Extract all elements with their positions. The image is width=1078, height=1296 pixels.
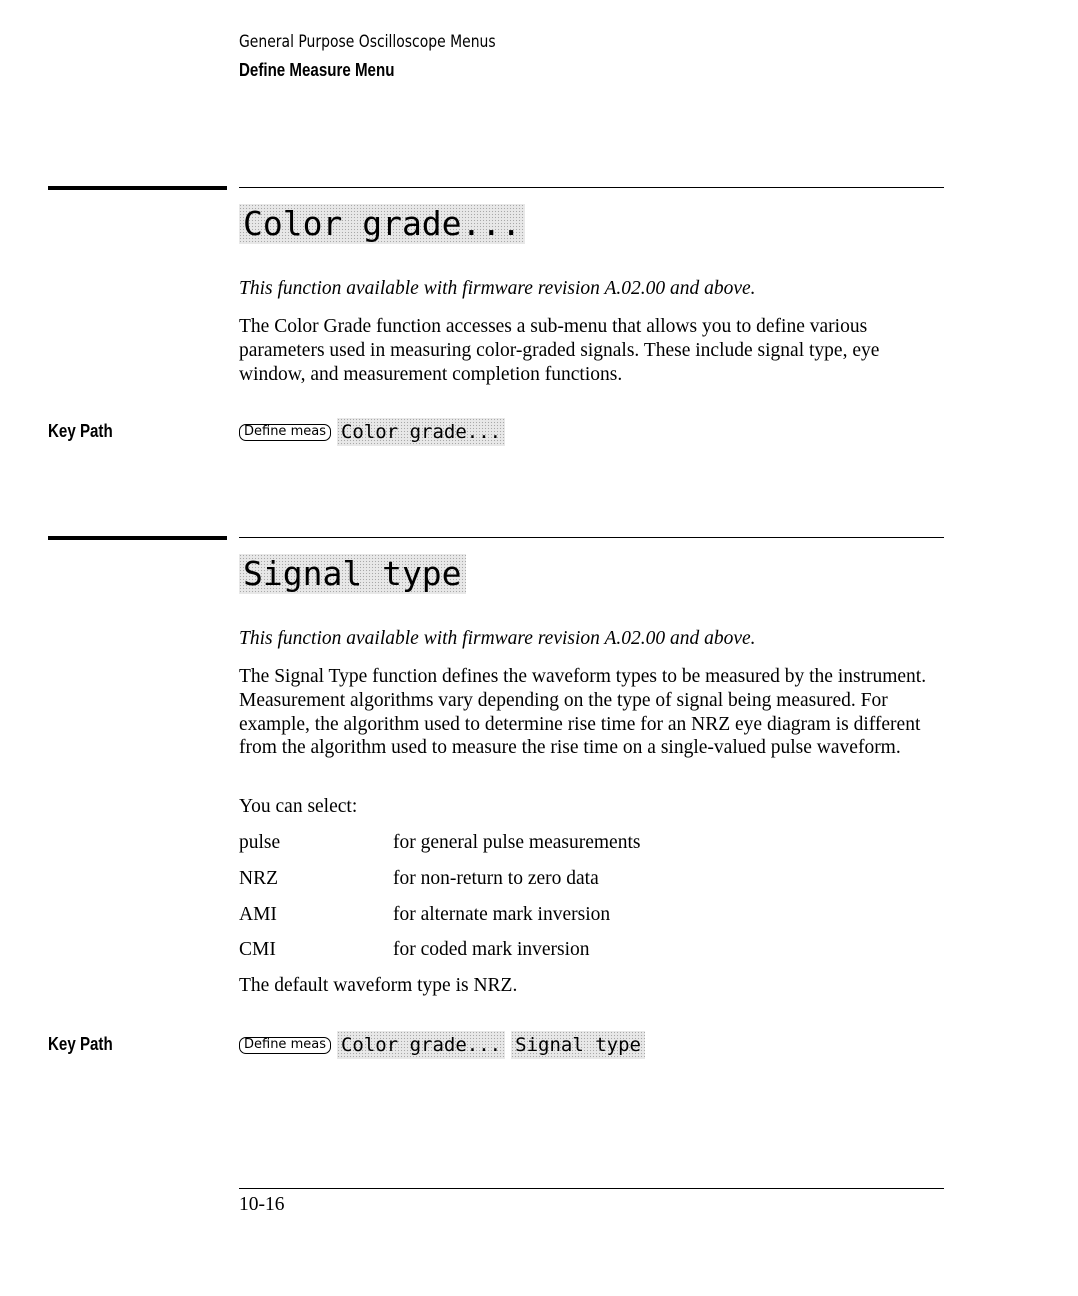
firmware-note: This function available with firmware revision A.02.00 and above.: [239, 278, 756, 299]
key-path-label: Key Path: [48, 1034, 113, 1054]
color-grade-softkey: Color grade...: [337, 418, 505, 446]
option-term-cmi: CMI: [239, 939, 276, 960]
running-header-section: Define Measure Menu: [239, 60, 395, 80]
signal-type-softkey: Signal type: [511, 1031, 645, 1059]
default-note: The default waveform type is NRZ.: [239, 975, 518, 996]
footer-rule: [239, 1188, 944, 1189]
section-divider-thin: [239, 537, 944, 538]
firmware-note: This function available with firmware revision A.02.00 and above.: [239, 628, 756, 649]
section-description: The Signal Type function defines the waveform types to be measured by the instrument. Measurement algorithms vary depending on the type of signal being measured. For example, the algorithm used to determine rise time for an NRZ eye diagram is different from the algorithm used to measure the rise time on a single-valued pulse waveform.: [239, 666, 927, 759]
page-number: 10-16: [239, 1194, 285, 1215]
option-desc-cmi: for coded mark inversion: [393, 939, 590, 960]
option-term-nrz: NRZ: [239, 868, 278, 889]
option-desc-nrz: for non-return to zero data: [393, 868, 599, 889]
key-path: [239, 418, 505, 446]
select-intro: You can select:: [239, 796, 358, 817]
section-description: The Color Grade function accesses a sub-menu that allows you to define various parameters used in measuring color-graded signals. These include signal type, eye window, and measurement completion functions.: [239, 316, 880, 385]
key-path: [239, 1031, 645, 1059]
running-header-chapter: General Purpose Oscilloscope Menus: [239, 32, 496, 52]
section-divider-thin: [239, 187, 944, 188]
option-term-pulse: pulse: [239, 832, 281, 853]
section-divider-thick: [48, 186, 227, 190]
option-desc-ami: for alternate mark inversion: [393, 904, 611, 925]
option-term-ami: AMI: [239, 904, 277, 925]
define-meas-hardkey: Define meas: [239, 1037, 331, 1054]
section-divider-thick: [48, 536, 227, 540]
section-title-signal-type: Signal type: [239, 554, 466, 594]
option-desc-pulse: for general pulse measurements: [393, 832, 641, 853]
define-meas-hardkey: Define meas: [239, 424, 331, 441]
section-title-color-grade: Color grade...: [239, 204, 525, 244]
color-grade-softkey: Color grade...: [337, 1031, 505, 1059]
key-path-label: Key Path: [48, 421, 113, 441]
